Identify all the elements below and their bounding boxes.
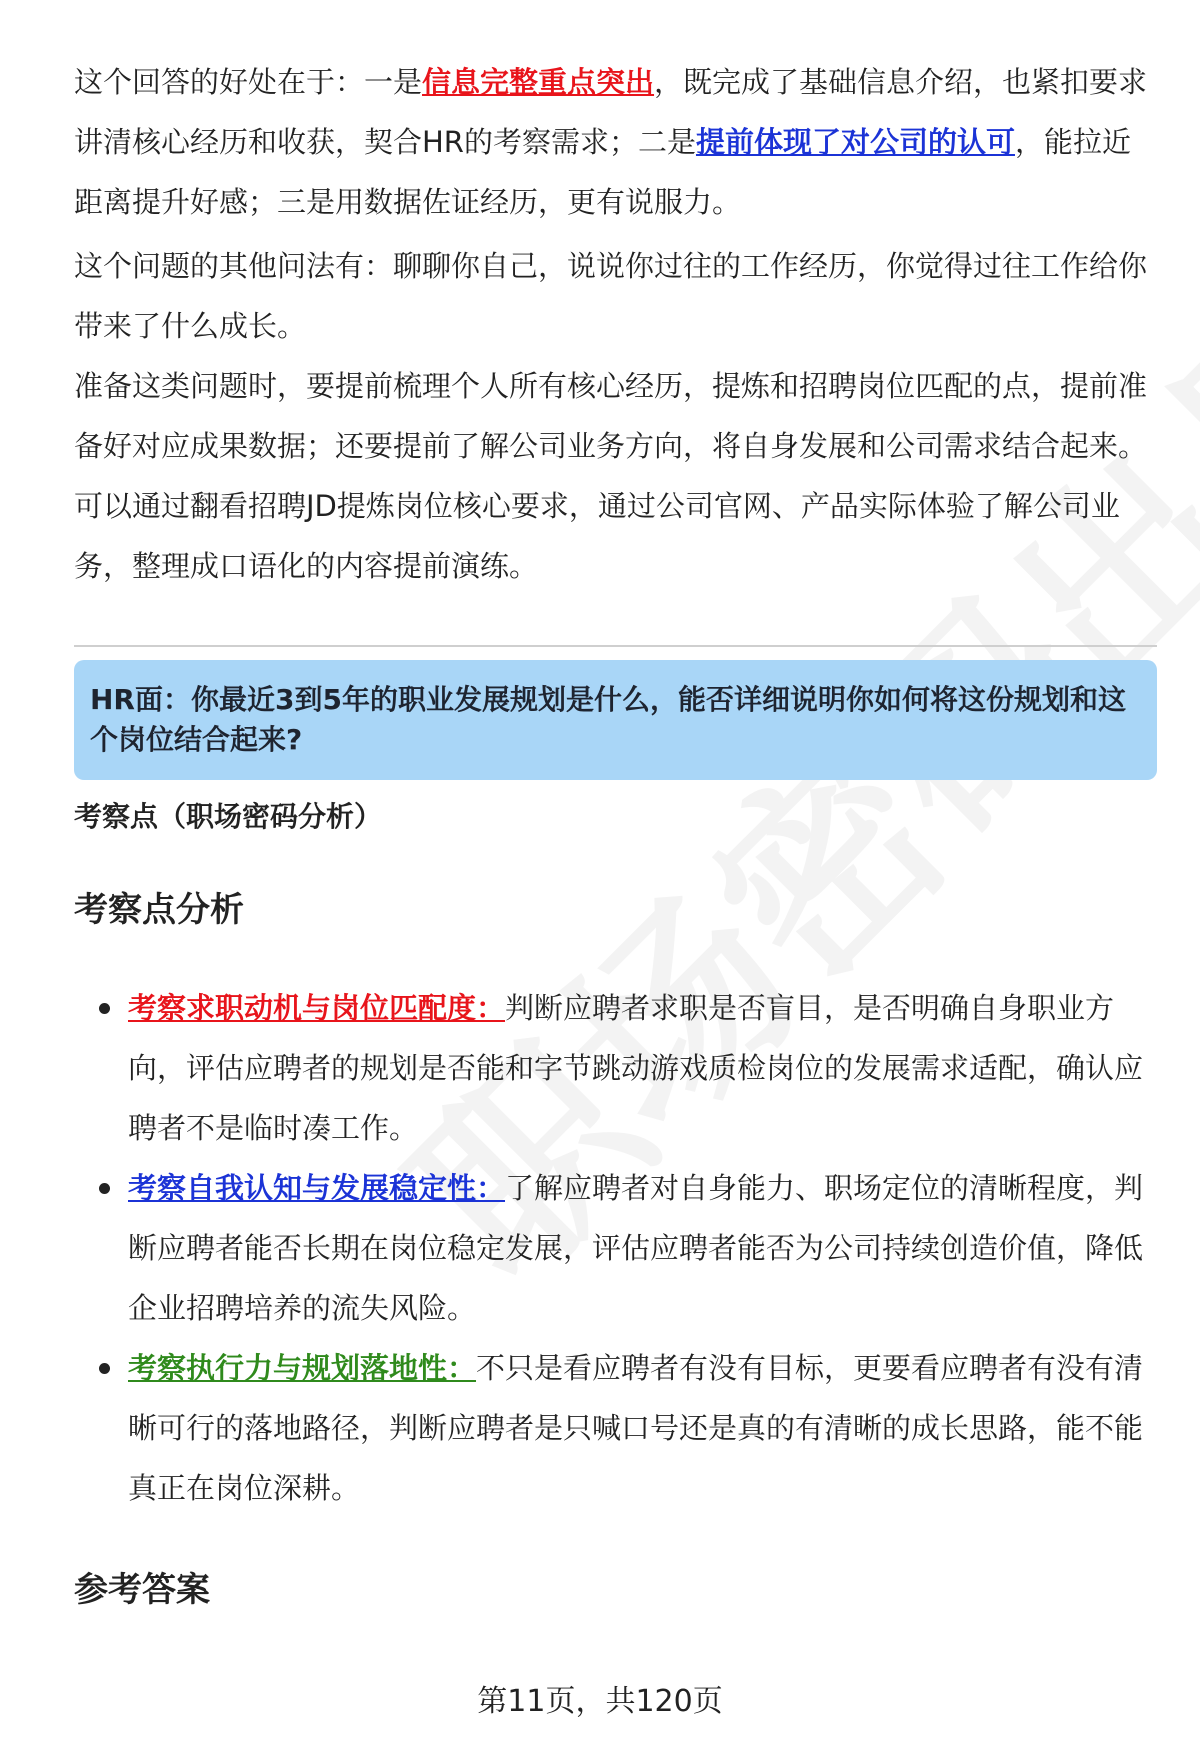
bullet-text: 判断应聘者求职是否盲目，是否明确自身职业方向，评估应聘者的规划是否能和字节跳动游戏质检岗位的发展需求适配，确认应聘者不是临时凑工作。: [128, 991, 1144, 1145]
list-item: [128, 1158, 1158, 1338]
analysis-heading: 考察点分析: [74, 890, 244, 930]
bullet-dot: [99, 1183, 110, 1194]
analysis-list: [128, 978, 1158, 1518]
highlight-red: 信息完整重点突出: [422, 65, 655, 99]
highlight-blue: 提前体现了对公司的认可: [695, 125, 1015, 159]
intro-paragraph-3: 准备这类问题时，要提前梳理个人所有核心经历，提炼和招聘岗位匹配的点，提前准备好对应成果数据；还要提前了解公司业务方向，将自身发展和公司需求结合起来。可以通过翻看招聘JD提炼岗位核心要求，通过公司官网、产品实际体验了解公司业务，整理成口语化的内容提前演练。: [74, 369, 1148, 583]
bullet-label: 考察自我认知与发展稳定性：: [128, 1171, 506, 1205]
bullet-text: 不只是看应聘者有没有目标，更要看应聘者有没有清晰可行的落地路径，判断应聘者是只喊口号还是真的有清晰的成长思路，能不能真正在岗位深耕。: [128, 1351, 1144, 1505]
text-run: ，既完成了基础信息介绍，也紧扣要求讲清核心经历和收获，契合HR的考察需求；二是: [74, 65, 1148, 159]
list-item: [128, 1338, 1158, 1518]
bullet-label: 考察执行力与规划落地性：: [128, 1351, 477, 1385]
question-box: HR面：你最近3到5年的职业发展规划是什么，能否详细说明你如何将这份规划和这个岗位结合起来?: [74, 660, 1157, 780]
list-item: [128, 978, 1158, 1158]
section-divider: [74, 645, 1157, 647]
page-footer: 第11页，共120页: [477, 1684, 723, 1719]
subhead: 考察点（职场密码分析）: [74, 800, 383, 833]
bullet-dot: [99, 1363, 110, 1374]
answer-heading: 参考答案: [74, 1570, 210, 1610]
bullet-dot: [99, 1003, 110, 1014]
bullet-text: 了解应聘者对自身能力、职场定位的清晰程度，判断应聘者能否长期在岗位稳定发展，评估应聘者能否为公司持续创造价值，降低企业招聘培养的流失风险。: [128, 1171, 1144, 1325]
text-run: ，能拉近距离提升好感；三是用数据佐证经历，更有说服力。: [74, 125, 1131, 219]
intro-paragraph-1: [74, 52, 1154, 232]
text-run: 这个回答的好处在于：一是: [74, 65, 423, 99]
intro-paragraph-2: 这个问题的其他问法有：聊聊你自己，说说你过往的工作经历，你觉得过往工作给你带来了什么成长。: [74, 249, 1148, 343]
bullet-label: 考察求职动机与岗位匹配度：: [128, 991, 506, 1025]
